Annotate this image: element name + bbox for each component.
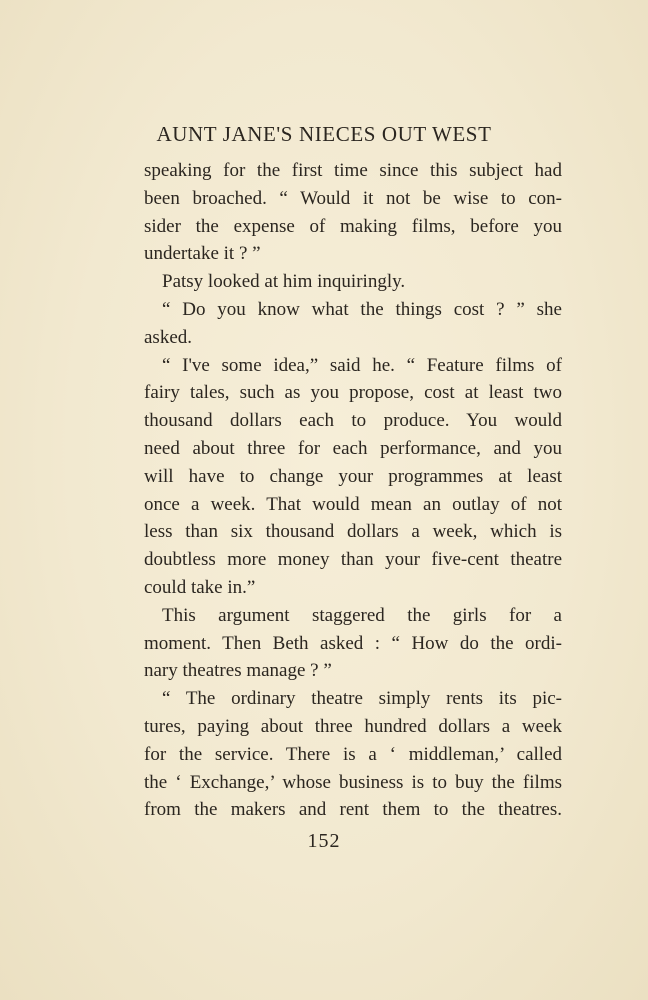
- text-line: “ The ordinary theatre simply rents its pic-: [162, 688, 562, 710]
- text-line: Patsy looked at him inquiringly.: [162, 271, 406, 293]
- text-line: fairy tales, such as you propose, cost at least two: [144, 382, 562, 404]
- text-line: nary theatres manage ? ”: [144, 660, 332, 682]
- text-line: tures, paying about three hundred dollars a week: [144, 715, 562, 737]
- body-text: [144, 157, 562, 824]
- text-line: for the service. There is a ‘ middleman,’ called: [144, 743, 562, 765]
- text-line: “ Do you know what the things cost ? ” she: [162, 298, 562, 320]
- text-line: This argument staggered the girls for a: [162, 604, 562, 626]
- text-line: “ I've some idea,” said he. “ Feature films of: [162, 354, 562, 376]
- text-line: sider the expense of making films, before you: [144, 215, 562, 237]
- text-line: speaking for the first time since this subject had: [144, 160, 562, 181]
- text-line: been broached. “ Would it not be wise to con-: [144, 187, 562, 209]
- text-line: less than six thousand dollars a week, which is: [144, 521, 562, 543]
- text-line: asked.: [144, 326, 193, 348]
- text-line: once a week. That would mean an outlay of not: [144, 493, 562, 515]
- text-line: the ‘ Exchange,’ whose business is to buy the films: [144, 771, 562, 793]
- page-number: 152: [307, 830, 341, 852]
- text-line: doubtless more money than your five-cent theatre: [144, 549, 562, 571]
- text-line: need about three for each performance, and you: [144, 437, 562, 459]
- text-line: could take in.”: [144, 576, 256, 598]
- text-line: will have to change your programmes at least: [144, 465, 562, 487]
- running-head: AUNT JANE'S NIECES OUT WEST: [156, 122, 492, 146]
- text-line: undertake it ? ”: [144, 243, 261, 265]
- text-line: moment. Then Beth asked : “ How do the ordi-: [144, 632, 562, 654]
- text-line: from the makers and rent them to the theatres.: [144, 799, 562, 821]
- text-line: thousand dollars each to produce. You would: [144, 410, 562, 432]
